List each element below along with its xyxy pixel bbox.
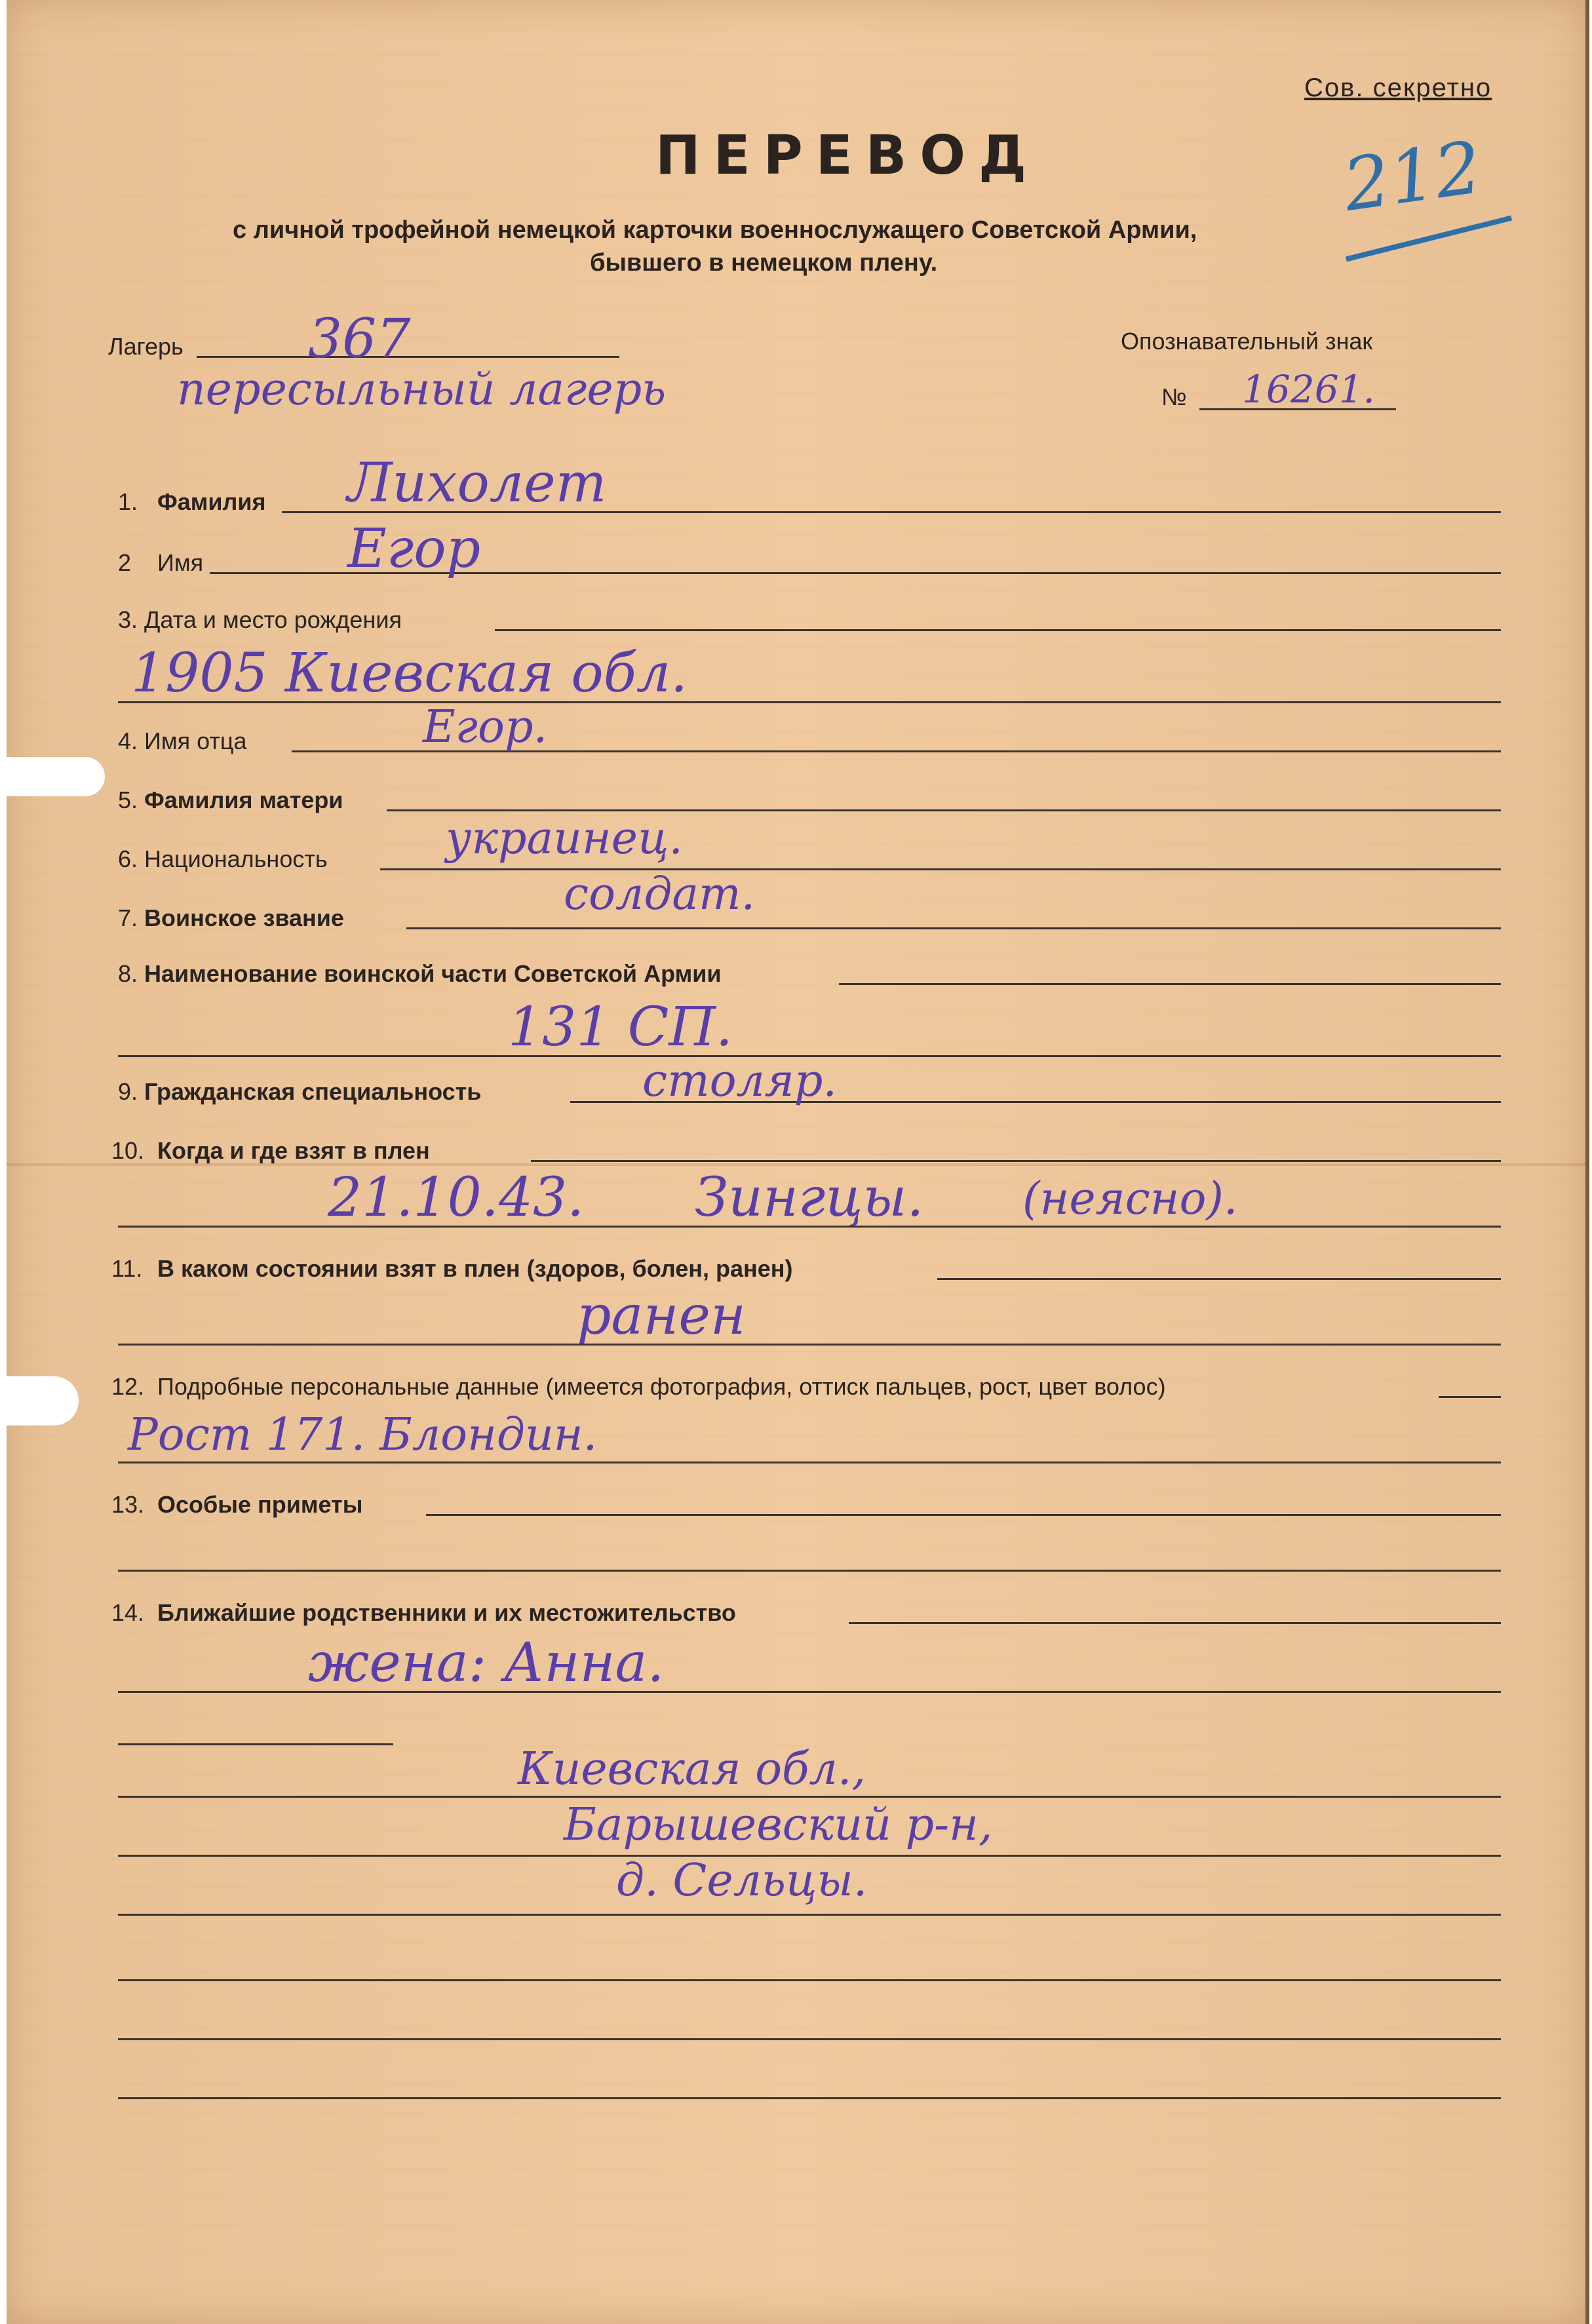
field-13-num: 13. [111,1491,145,1518]
field-13-label: Особые приметы [157,1491,363,1518]
field-14-line-8 [118,2038,1501,2040]
field-2-value: Егор [347,518,481,580]
field-14-line-6 [118,1914,1501,1916]
field-6-label: Национальность [144,845,328,872]
field-12-num: 12. [111,1373,145,1400]
field-5-num: 5. [118,786,138,813]
paper-tear-1 [0,757,105,796]
field-10-note: (неясно). [1022,1173,1238,1225]
field-4-value: Егор. [423,701,548,753]
field-8-value: 131 СП. [508,996,733,1058]
field-14-num: 14. [111,1599,145,1626]
camp-type-value: пересыльный лагерь [177,364,667,416]
field-10-line-2 [118,1226,1501,1228]
field-9-label: Гражданская специальность [144,1078,482,1105]
id-tag-value: 16261. [1242,367,1375,412]
field-1-label: Фамилия [157,488,266,515]
field-10-line [531,1160,1501,1162]
field-12-value: Рост 171. Блондин. [128,1409,598,1461]
field-6-num: 6. [118,845,138,872]
subtitle-line-1: с личной трофейной немецкой карточки военнослужащего Советской Армии, [233,216,1197,244]
field-14-address-1: Киевская обл., [518,1743,866,1795]
field-3-label: Дата и место рождения [144,606,402,633]
field-6-value: украинец. [446,813,684,864]
field-14-line-3 [118,1743,393,1745]
field-12-line-2 [118,1462,1501,1463]
field-6-line [380,868,1501,870]
field-7-line [406,927,1501,929]
field-1-num: 1. [118,488,138,515]
camp-value: 367 [308,308,411,370]
field-3-line-2 [118,701,1501,703]
field-10-place: Зингцы. [695,1167,924,1229]
field-14-line-7 [118,1979,1501,1981]
id-number-label: № [1161,383,1187,410]
handwritten-number: 212 [1338,125,1486,227]
field-1-value: Лихолет [347,452,607,514]
field-11-num: 11. [111,1255,143,1282]
field-14-line-2 [118,1691,1501,1693]
subtitle-line-2: бывшего в немецком плену. [590,249,938,277]
field-2-num: 2 [118,549,132,576]
field-14-relative: жена: Анна. [308,1632,665,1694]
field-14-line-4 [118,1796,1501,1798]
field-7-label: Воинское звание [144,904,344,931]
field-5-label: Фамилия матери [144,786,343,813]
field-3-value: 1905 Киевская обл. [131,642,688,705]
field-13-line [426,1514,1501,1516]
id-tag-label: Опознавательный знак [1121,328,1373,355]
field-11-label: В каком состоянии взят в плен (здоров, болен, ранен) [157,1255,793,1282]
field-9-num: 9. [118,1078,138,1105]
field-11-value: ранен [577,1285,746,1347]
field-10-num: 10. [111,1137,145,1164]
field-5-line [387,809,1501,811]
field-4-num: 4. [118,727,138,754]
camp-label: Лагерь [108,333,184,360]
field-13-line-2 [118,1570,1501,1572]
classification-stamp: Сов. секретно [1304,73,1492,102]
document-title: ПЕРЕВОД [655,125,1039,187]
field-11-line [937,1278,1501,1280]
field-14-line [849,1622,1501,1624]
field-3-line [495,629,1501,631]
field-14-line-9 [118,2097,1501,2099]
field-9-value: столяр. [642,1055,837,1107]
field-7-num: 7. [118,904,138,931]
field-10-date: 21.10.43. [328,1167,585,1229]
field-10-label: Когда и где взят в плен [157,1137,430,1164]
field-8-line [839,983,1501,985]
field-12-line [1439,1396,1501,1398]
field-14-address-3: д. Сельцы. [616,1855,868,1907]
field-8-label: Наименование воинской части Советской Армии [144,960,722,987]
field-14-label: Ближайшие родственники и их местожительство [157,1599,736,1626]
field-3-num: 3. [118,606,138,633]
field-12-label: Подробные персональные данные (имеется фотография, оттиск пальцев, рост, цвет волос) [157,1373,1166,1400]
field-7-value: солдат. [564,868,756,920]
field-4-label: Имя отца [144,727,247,754]
field-8-num: 8. [118,960,138,987]
field-2-label: Имя [157,549,204,576]
paper-tear-2 [0,1376,79,1425]
field-11-line-2 [118,1344,1501,1346]
field-14-address-2: Барышевский р-н, [564,1799,993,1851]
